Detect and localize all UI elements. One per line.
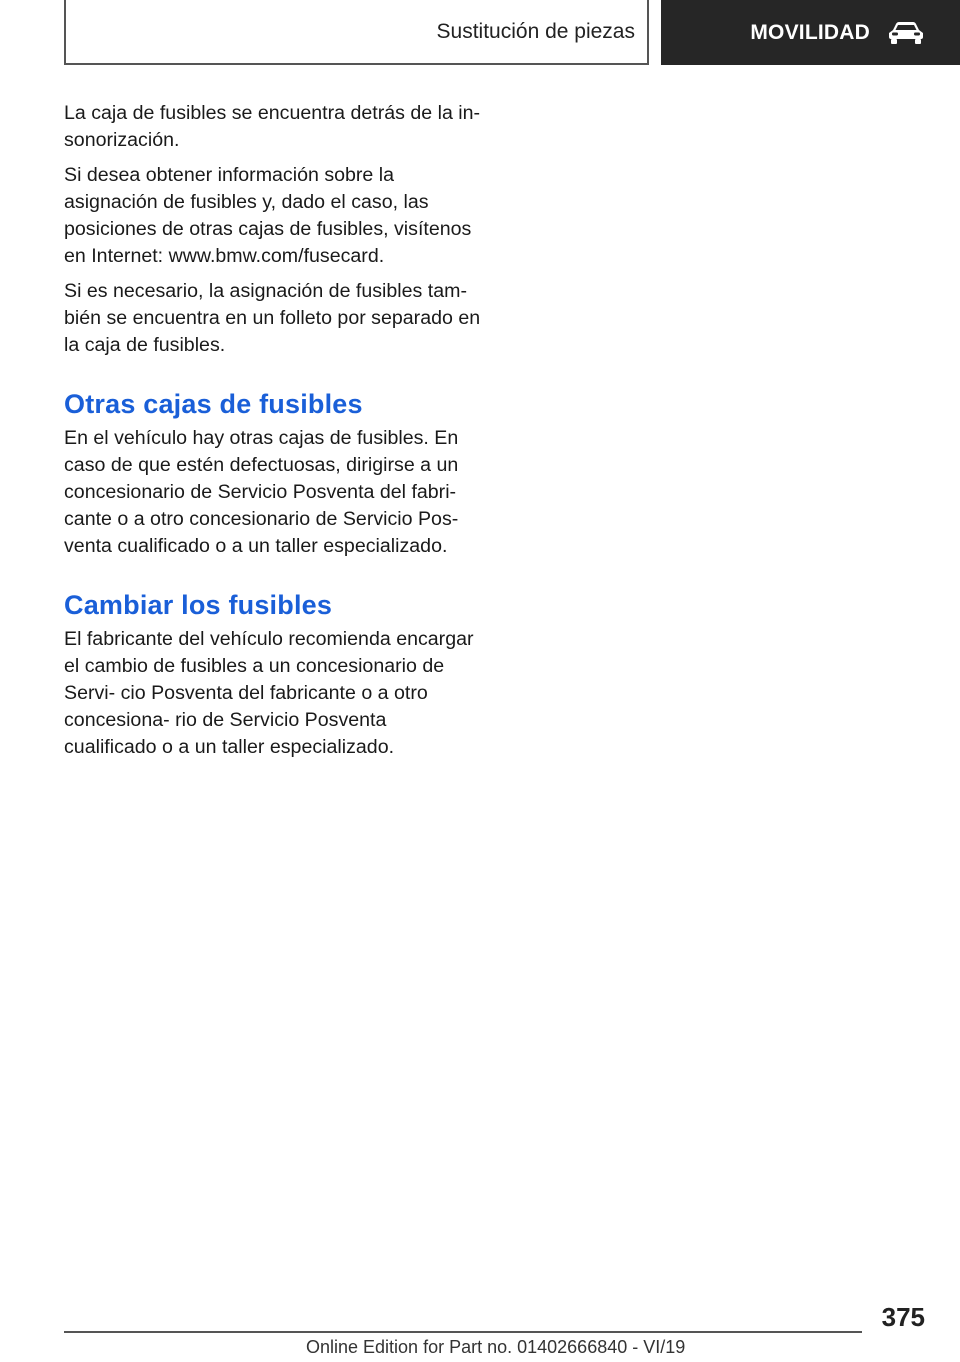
paragraph-fuse-location: La caja de fusibles se encuentra detrás de la in‐ sonorización. bbox=[64, 102, 481, 151]
footer-divider bbox=[64, 1331, 862, 1333]
main-content bbox=[64, 100, 484, 769]
paragraph-fuse-booklet: Si es necesario, la asignación de fusibles tam‐ bién se encuentra en un folleto por separado en la caja de fusibles. bbox=[64, 280, 481, 356]
chapter-title: MOVILIDAD bbox=[750, 20, 870, 44]
paragraph-other-fuse-boxes: En el vehículo hay otras cajas de fusibles. En caso de que estén defectuosas, dirigirse a un concesionario de Servicio Posventa del fabri‐ cante o a otro concesionario de Servicio Pos‐ venta cualificado o a un taller especializado. bbox=[64, 427, 459, 557]
page-number: 375 bbox=[881, 1302, 925, 1332]
heading-other-fuse-boxes: Otras cajas de fusibles bbox=[64, 389, 363, 419]
heading-change-fuses: Cambiar los fusibles bbox=[64, 590, 333, 620]
chapter-header bbox=[661, 0, 960, 65]
paragraph-fuse-info: Si desea obtener información sobre la asignación de fusibles y, dado el caso, las posiciones de otras cajas de fusibles, visítenos en Internet: www.bmw.com/fusecard. bbox=[64, 164, 472, 267]
section-title: Sustitución de piezas bbox=[436, 19, 635, 43]
car-icon bbox=[886, 21, 926, 45]
footer-edition: Online Edition for Part no. 01402666840 - VI/19 bbox=[306, 1337, 686, 1357]
paragraph-change-fuses: El fabricante del vehículo recomienda encargar el cambio de fusibles a un concesionario de Servi‐ cio Posventa del fabricante o a otro concesiona‐ rio de Servicio Posventa cualificado o a un taller especializado. bbox=[64, 628, 474, 758]
section-header bbox=[64, 0, 649, 65]
